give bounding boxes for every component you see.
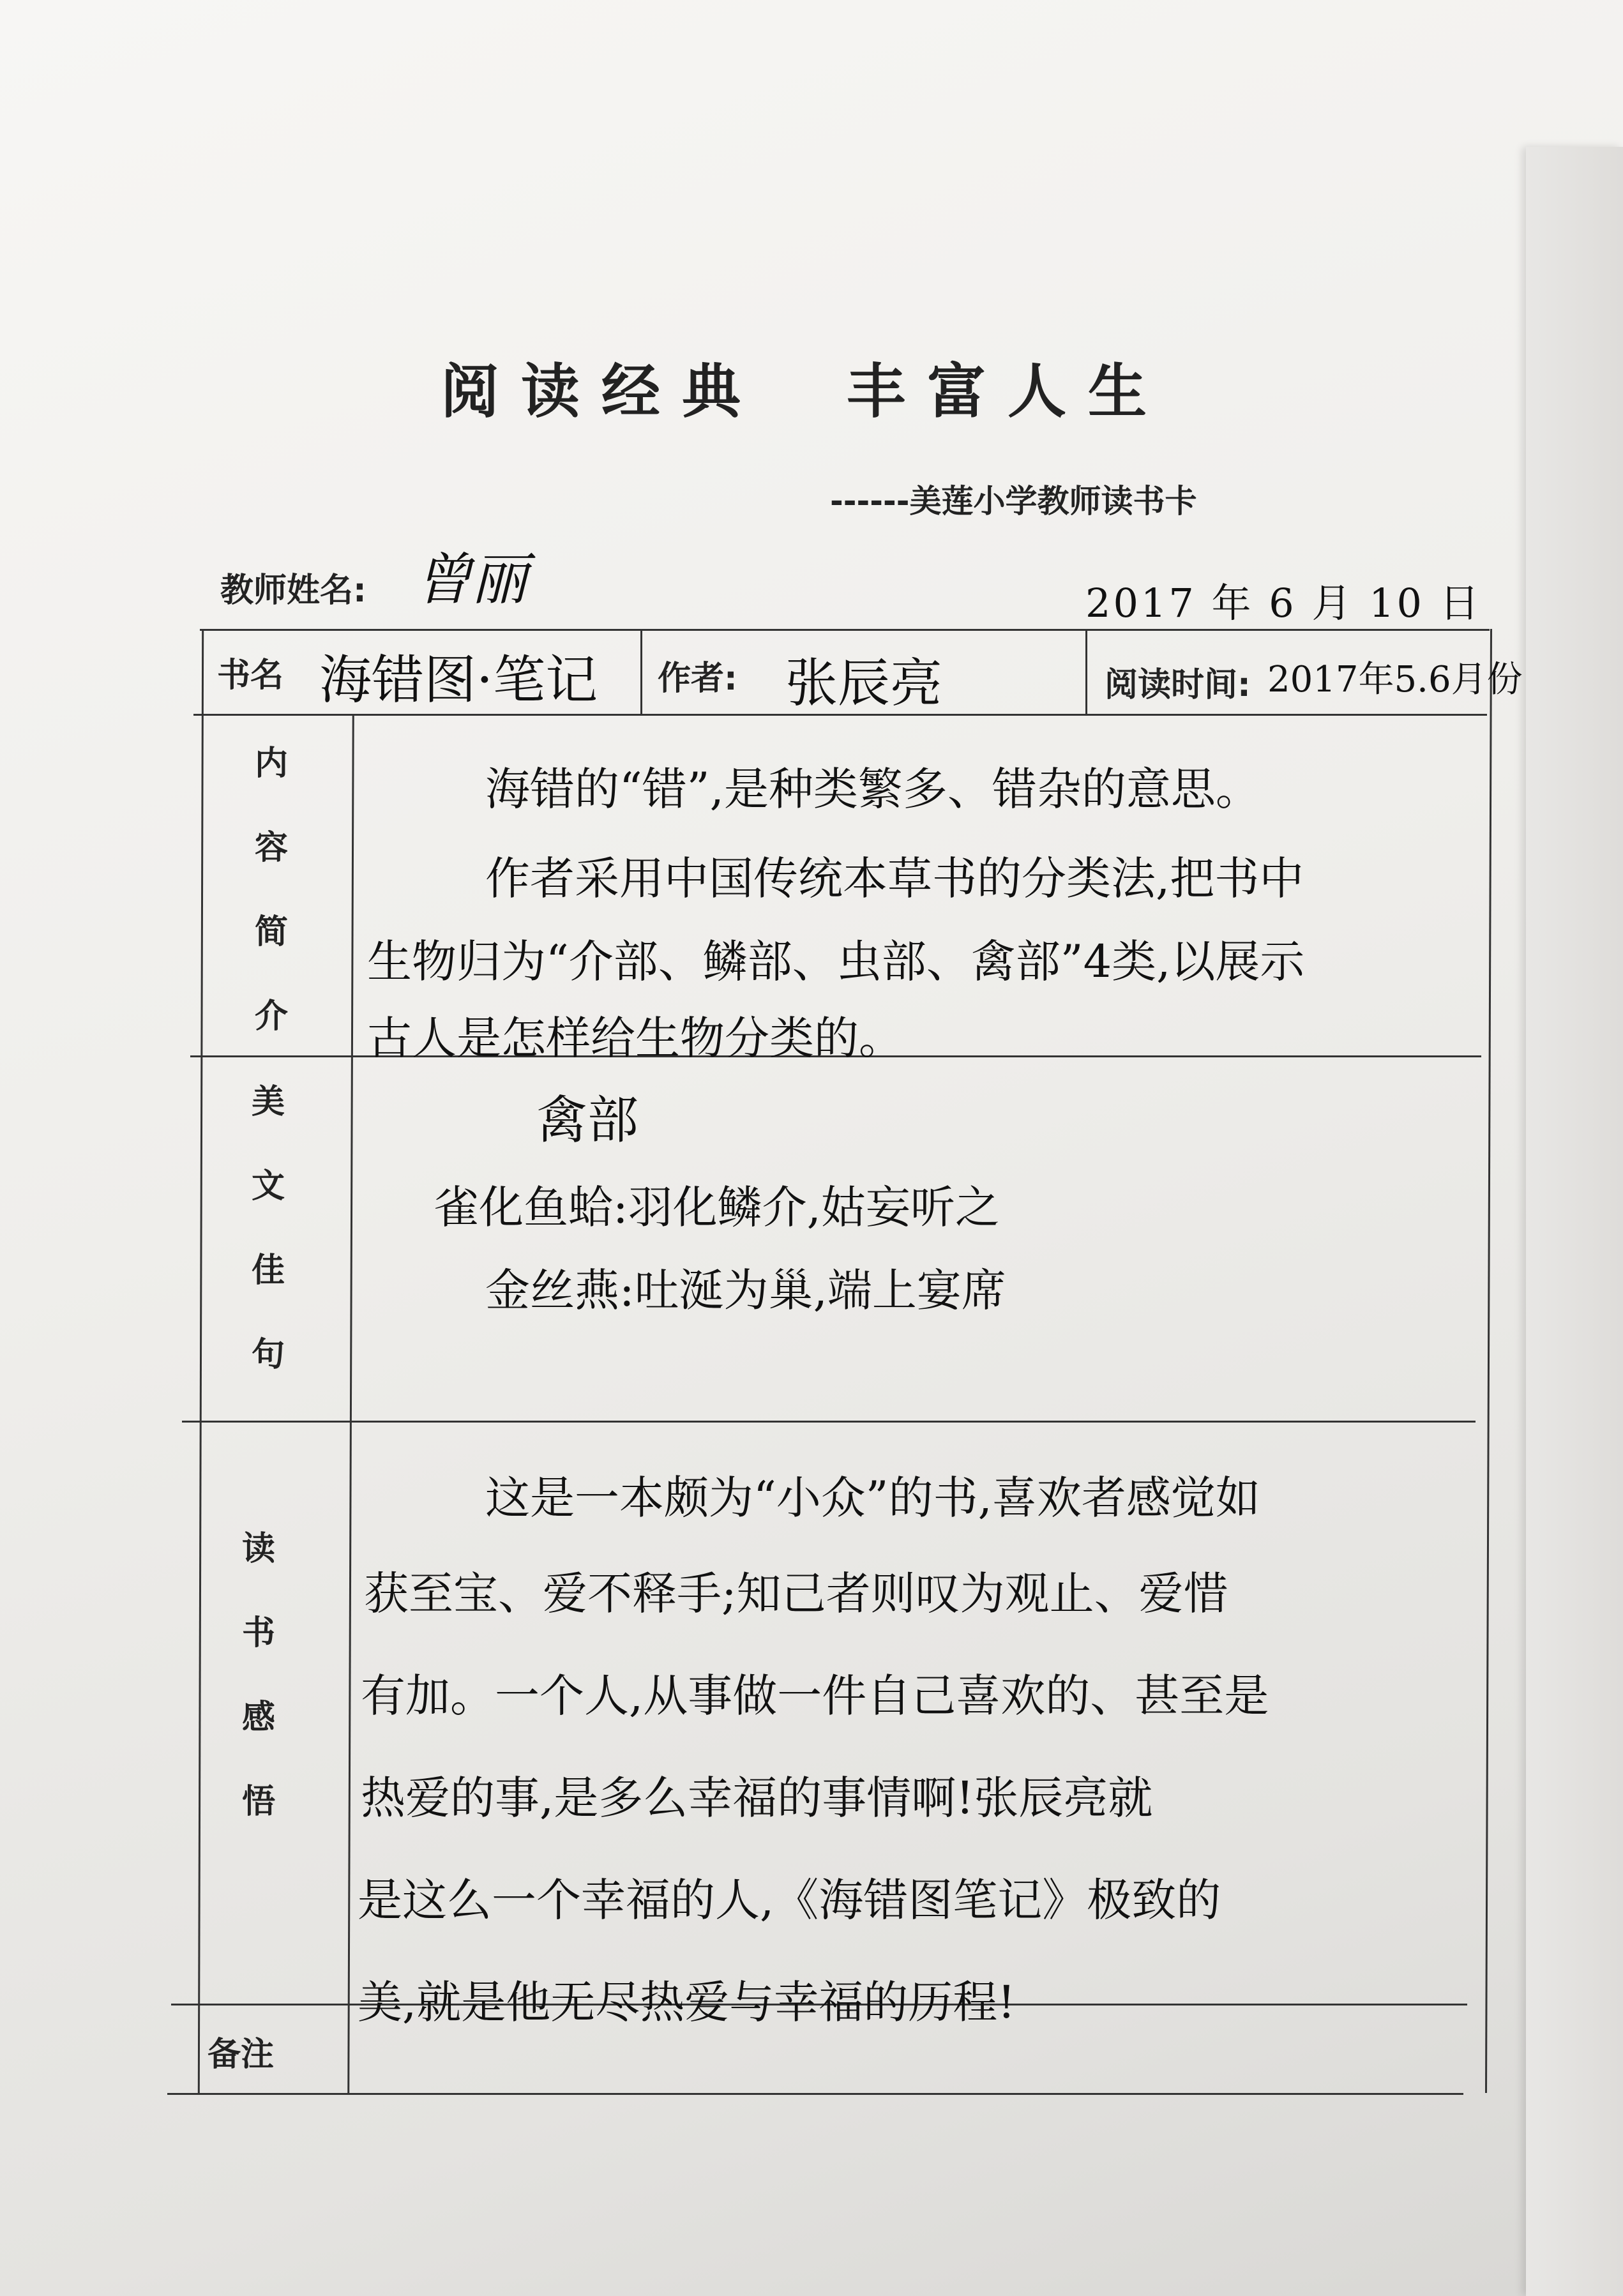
summary-line: 海错的“错”,是种类繁多、错杂的意思。 [485, 763, 1260, 815]
summary-line: 作者采用中国传统本草书的分类法,把书中 [485, 852, 1304, 905]
page-title: 阅读经典 丰富人生 [441, 357, 1169, 426]
book-title-label: 书名 [217, 656, 284, 695]
quotes-label-char: 佳 [251, 1251, 285, 1290]
reflection-line: 这是一本颇为“小众”的书,喜欢者感觉如 [485, 1472, 1260, 1524]
quotes-label-char: 句 [251, 1336, 285, 1374]
header-divider-1 [640, 629, 642, 714]
teacher-name-label: 教师姓名: [220, 571, 366, 610]
row-divider-quotes [182, 1421, 1476, 1423]
reflection-label-char: 悟 [241, 1783, 275, 1821]
summary-line: 生物归为“介部、鳞部、虫部、禽部”4类,以展示 [367, 935, 1305, 988]
summary-label-char: 介 [254, 997, 288, 1036]
author-value: 张辰亮 [785, 653, 943, 714]
table-right-border [1485, 629, 1492, 2093]
label-column-divider [347, 714, 354, 2093]
reflection-label-char: 书 [241, 1614, 275, 1652]
quotes-line: 金丝燕:吐涎为巢,端上宴席 [485, 1264, 1006, 1317]
reflection-line: 有加。一个人,从事做一件自己喜欢的、甚至是 [361, 1670, 1269, 1722]
summary-label-char: 内 [254, 744, 288, 783]
teacher-name-value: 曾丽 [415, 547, 528, 612]
quotes-label-char: 文 [251, 1167, 285, 1205]
reflection-label-char: 读 [241, 1530, 275, 1568]
table-left-border [198, 629, 204, 2093]
reading-time-value: 2017年5.6月份 [1267, 659, 1523, 700]
book-title-value: 海错图·笔记 [319, 650, 598, 711]
quotes-line: 雀化鱼蛤:羽化鳞介,姑妄听之 [434, 1181, 1000, 1234]
author-label: 作者: [658, 660, 737, 698]
reflection-line: 获至宝、爱不释手;知己者则叹为观止、爱惜 [364, 1567, 1228, 1620]
header-divider-2 [1085, 629, 1087, 714]
reflection-line: 热爱的事,是多么幸福的事情啊!张辰亮就 [361, 1772, 1153, 1824]
card-date: 2017 年 6 月 10 日 [1085, 580, 1482, 626]
reflection-line: 美,就是他无尽热爱与幸福的历程! [358, 1976, 1016, 2028]
page-subtitle: ------美莲小学教师读书卡 [830, 483, 1197, 520]
summary-label-char: 简 [254, 913, 288, 951]
summary-line: 古人是怎样给生物分类的。 [367, 1012, 903, 1064]
quotes-label-char: 美 [251, 1083, 285, 1121]
summary-label-char: 容 [254, 829, 288, 867]
quotes-heading: 禽部 [536, 1091, 638, 1150]
reflection-label-char: 感 [241, 1698, 275, 1737]
reflection-line: 是这么一个幸福的人,《海错图笔记》极致的 [358, 1874, 1221, 1926]
reading-time-label: 阅读时间: [1105, 666, 1251, 704]
table-top-border [200, 629, 1490, 631]
remarks-label: 备注 [208, 2035, 275, 2074]
table-bottom-border [167, 2093, 1463, 2095]
